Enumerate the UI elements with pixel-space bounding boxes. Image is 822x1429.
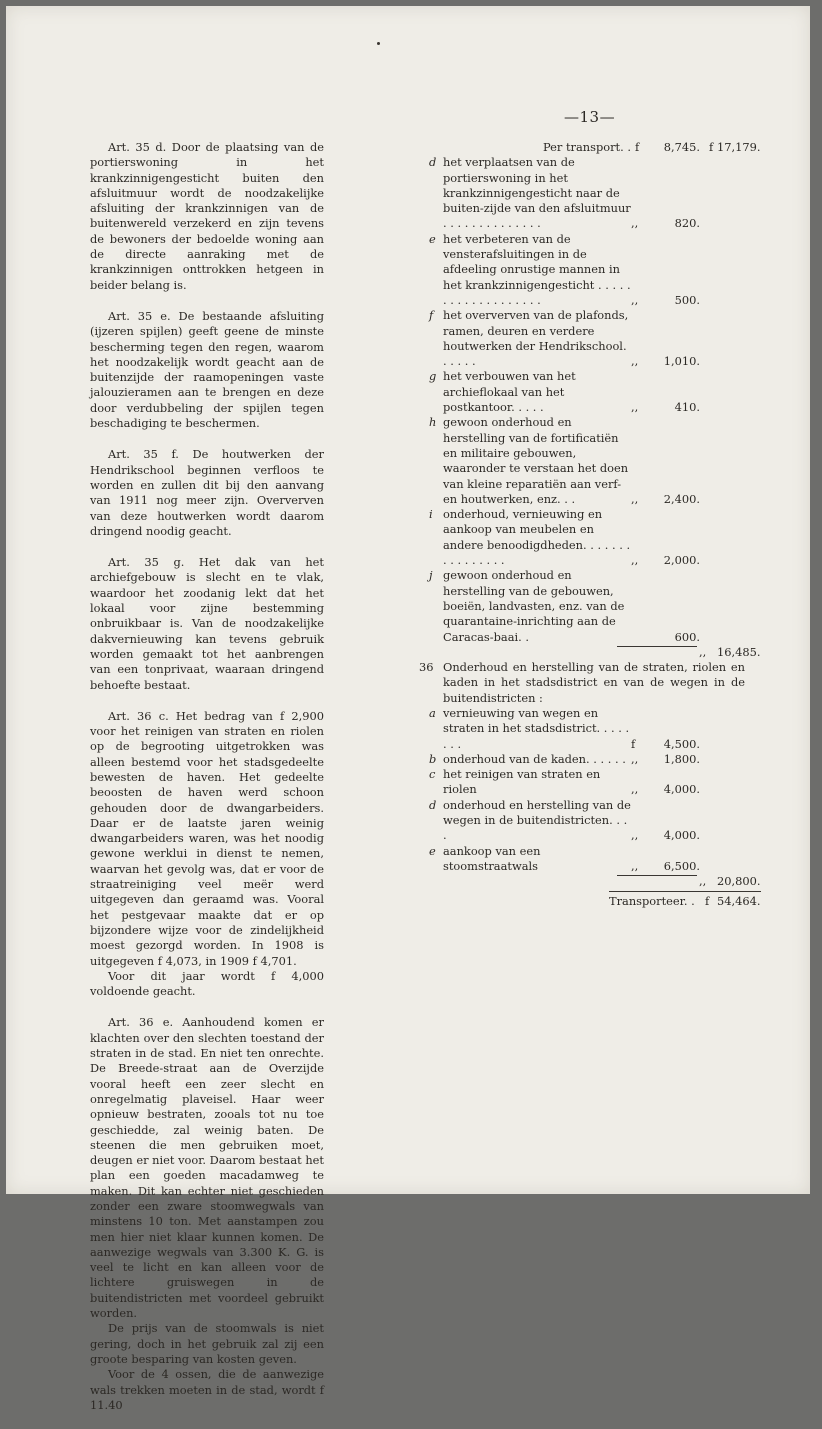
item-amount: 2,400. [663, 491, 700, 506]
paragraph-art-35g [90, 555, 324, 693]
ditto-mark: ,, [699, 644, 707, 659]
subtotal-36-amount: 20,800. [717, 874, 761, 889]
item-amount: 600. [674, 629, 700, 644]
item-description: het reinigen van straten en riolen [443, 767, 601, 797]
item-description: gewoon onderhoud en herstelling van de fortificatiën en militaire gebouwen, waaronder te verstaan het doen van kleine reparatiën aan verf- en houtwerken, enz. . . [443, 415, 629, 506]
subtotal-36-row [419, 874, 765, 889]
document-page [6, 6, 810, 1412]
transport-amount-1: 8,745. [663, 140, 700, 154]
per-transport-label: Per transport. . [543, 140, 631, 154]
per-transport-row [419, 140, 765, 155]
section-description: Onderhoud en herstelling van de straten, riolen en kaden in het stadsdistrict en van de wegen in de buitendistricten : [443, 660, 745, 705]
item-amount: 500. [674, 292, 700, 307]
item-amount: 6,500. [663, 858, 700, 873]
item-description: het verplaatsen van de portierswoning in het krankzinnigengesticht naar de buiten-zijde van den afsluitmuur . . . . . . . . . . . . . . [443, 155, 631, 231]
transport-amount-2: 17,179. [717, 140, 761, 154]
item-letter: c [429, 767, 436, 782]
paragraph-text: Art. 35 g. Het dak van het archiefgebouw is slecht en te vlak, waardoor het zoodanig lekt dat het lokaal voor zijne bestemming onbruikbaar is. Van de noodzakelijke dakvernieuwing kan tevens gebruik worden gemaakt tot het aanbrengen van een tonprivaat, waaraan dringend behoefte bestaat. [90, 555, 324, 692]
paragraph-art-35d [90, 140, 324, 293]
ink-speck [377, 42, 380, 45]
ditto-mark: ,, [631, 491, 639, 506]
ditto-mark: ,, [631, 828, 639, 843]
ledger-item-36e [419, 844, 765, 875]
paragraph-text: Art. 35 d. Door de plaatsing van de portierswoning in het krankzinnigengesticht buiten den afsluitmuur wordt de noodzakelijke afsluiting der krankzinnigen van de buitenwereld verzekerd en zijn tevens de bewoners der bedoelde woning aan de directe aanraking met de krankzinnigen onttrokken hetgeen in beider belang is. [90, 140, 324, 292]
item-description: onderhoud van de kaden. . . . . . [443, 751, 626, 766]
item-letter: a [429, 705, 436, 720]
paragraph-text: De prijs van de stoomwals is niet gering, doch in het gebruik zal zij een groote besparing van kosten geven. [90, 1321, 324, 1366]
paragraph-art-36c [90, 709, 324, 1000]
item-letter: f [429, 308, 434, 323]
ditto-mark: ,, [631, 400, 639, 415]
section-36-heading [419, 660, 765, 706]
ditto-mark: ,, [631, 553, 639, 568]
item-description: onderhoud en herstelling van de wegen in de buitendistricten. . . . [443, 797, 631, 843]
item-amount: 1,010. [663, 354, 700, 369]
currency-symbol: f [705, 893, 710, 908]
item-letter: d [429, 797, 437, 812]
sum-rule [617, 875, 697, 876]
sum-rule [617, 646, 697, 647]
transporteer-label: Transporteer. . [609, 893, 695, 908]
ledger-item-35e [419, 232, 765, 308]
item-description: het verbeteren van de vensterafsluitingen in de afdeeling onrustige mannen in het krankzinnigengesticht . . . . . . . . . . . . . . . . . . . [443, 231, 631, 307]
item-letter: b [429, 751, 437, 766]
item-amount: 4,000. [663, 782, 700, 797]
item-amount: 1,800. [663, 751, 700, 766]
item-letter: h [429, 415, 437, 430]
item-amount: 4,500. [663, 736, 700, 751]
ledger-item-35g [419, 369, 765, 415]
total-rule [609, 891, 761, 892]
item-description: gewoon onderhoud en herstelling van de gebouwen, boeiën, landvasten, enz. van de quarantaine-inrichting aan de Caracas-baai. . [443, 568, 625, 644]
transporteer-amount: 54,464. [717, 893, 761, 908]
item-amount: 4,000. [663, 828, 700, 843]
paragraph-text: Art. 36 c. Het bedrag van f 2,900 voor het reinigen van straten en riolen op de begrooting uitgetrokken was alleen bestemd voor het stadsgedeelte bewesten de haven. Het gedeelte beoosten de haven werd schoon gehouden door de dwangarbeiders. Daar er de laatste jaren weinig dwangarbeiders waren, was het noodig gewone werklui in dienst te nemen, waarvan het gevolg was, dat er voor de straatreiniging veel meër werd uitgegeven dan geraamd was. Vooral het pestgevaar maakte dat er op bijzondere wijze voor de zindelijkheid moest gezorgd worden. In 1908 is uitgegeven f 4,073, in 1909 f 4,701. [90, 708, 324, 968]
ditto-mark: ,, [631, 782, 639, 797]
item-description: onderhoud, vernieuwing en aankoop van meubelen en andere benoodigdheden. . . . . . . . . . . . . . . . [443, 507, 631, 568]
item-description: het oververven van de plafonds, ramen, deuren en verdere houtwerken der Hendrikschool. . . . . . [443, 308, 629, 369]
item-description: aankoop van een stoomstraatwals [443, 843, 541, 873]
page-number: —13— [564, 108, 616, 126]
ditto-mark: ,, [631, 858, 639, 873]
item-description: het verbouwen van het archieflokaal van het postkantoor. . . . . [443, 369, 576, 415]
currency-symbol: f [635, 140, 640, 154]
currency-symbol: f [631, 736, 636, 751]
ledger-item-35f [419, 308, 765, 369]
subtotal-35-row [419, 645, 765, 660]
item-letter: j [429, 568, 433, 583]
budget-ledger [419, 140, 765, 909]
ledger-item-36a [419, 706, 765, 752]
paragraph-art-35e [90, 309, 324, 431]
ditto-mark: ,, [699, 874, 707, 889]
paragraph-text: Voor de 4 ossen, die de aanwezige wals trekken moeten in de stad, wordt f 11.40 [90, 1367, 324, 1412]
paragraph-text: Art. 35 e. De bestaande afsluiting (ijzeren spijlen) geeft geene de minste bescherming tegen den regen, waarom het noodzakelijk wordt geacht aan de buitenzijde der raamopeningen vaste jalouzieramen aan te brengen en deze door verdubbeling der spijlen tegen beschadiging te beschermen. [90, 308, 324, 431]
ledger-item-35d [419, 155, 765, 231]
item-letter: e [429, 231, 436, 246]
item-letter: i [429, 507, 433, 522]
paragraph-art-35f [90, 447, 324, 539]
item-letter: g [429, 369, 437, 384]
item-amount: 410. [674, 400, 700, 415]
ledger-item-36c [419, 767, 765, 798]
ditto-mark: ,, [631, 354, 639, 369]
subtotal-35-amount: 16,485. [717, 644, 761, 659]
ditto-mark: ,, [631, 292, 639, 307]
paragraph-text: Art. 35 f. De houtwerken der Hendrikschool beginnen verfloos te worden en zullen dit bij den aanvang van 1911 nog meer zijn. Oververven van deze houtwerken wordt daarom dringend noodig geacht. [90, 447, 324, 538]
paragraph-art-36e [90, 1015, 324, 1413]
ledger-item-35i [419, 507, 765, 568]
left-column-text [90, 140, 324, 1429]
item-letter: d [429, 155, 437, 170]
ledger-item-35j [419, 568, 765, 644]
item-letter: e [429, 843, 436, 858]
ledger-item-36d [419, 798, 765, 844]
item-description: vernieuwing van wegen en straten in het stadsdistrict. . . . . . . . [443, 705, 630, 751]
transporteer-row [419, 894, 765, 909]
ditto-mark: ,, [631, 216, 639, 231]
ledger-item-36b [419, 752, 765, 767]
paragraph-text: Voor dit jaar wordt f 4,000 voldoende geacht. [90, 968, 324, 999]
item-amount: 2,000. [663, 553, 700, 568]
item-amount: 820. [674, 216, 700, 231]
ledger-item-35h [419, 415, 765, 507]
paragraph-text: Art. 36 e. Aanhoudend komen er klachten over den slechten toestand der straten in de stad. En niet ten onrechte. De Breede-straat aan de Overzijde vooral heeft een zeer slecht en onregelmatig plaveisel. Haar weer opnieuw bestraten, zooals tot nu toe geschiedde, zal weinig baten. De steenen die men gebruiken moet, deugen er niet voor. Daarom bestaat het plan een goeden macadamweg te maken. Dit kan echter niet geschieden zonder een zware stoomwegwals van minstens 10 ton. Met aanstampen zou men hier niet klaar kunnen komen. De aanwezige wegwals van 3.300 K. G. is veel te licht en kan alleen voor de lichtere gruiswegen in de buitendistricten met voordeel gebruikt worden. [90, 1015, 324, 1321]
currency-symbol: f [709, 140, 714, 154]
ditto-mark: ,, [631, 751, 639, 766]
section-number: 36 [419, 660, 434, 675]
